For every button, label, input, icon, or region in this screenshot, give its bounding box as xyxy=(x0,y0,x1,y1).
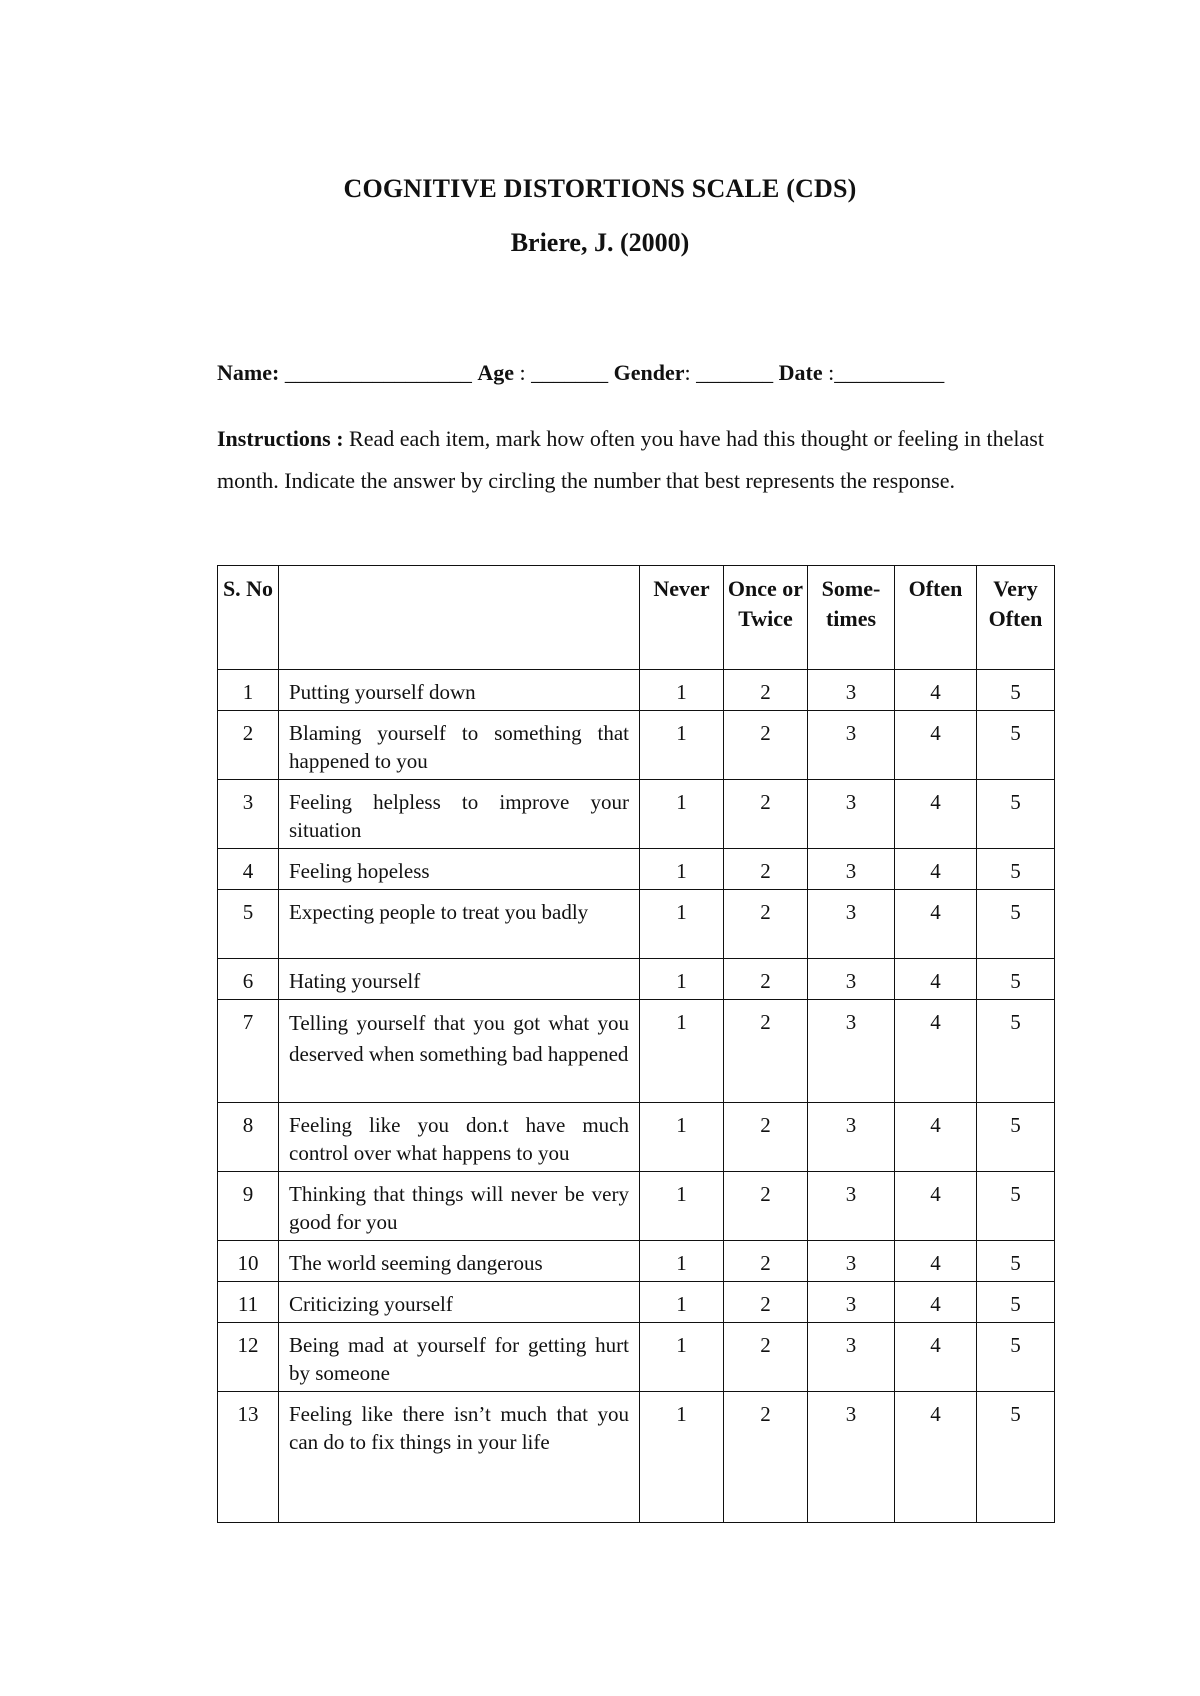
rating-once-or-twice[interactable]: 2 xyxy=(724,890,808,959)
rating-never[interactable]: 1 xyxy=(640,1103,724,1172)
instructions xyxy=(217,418,1044,502)
row-number: 2 xyxy=(218,711,279,780)
table-row xyxy=(218,711,1055,780)
rating-often[interactable]: 4 xyxy=(895,959,977,1000)
table-row xyxy=(218,1172,1055,1241)
gender-label: Gender xyxy=(613,360,685,385)
row-number: 6 xyxy=(218,959,279,1000)
row-number: 13 xyxy=(218,1392,279,1523)
row-item-text: Feeling like there isn’t much that you can do to fix things in your life xyxy=(279,1392,640,1523)
rating-often[interactable]: 4 xyxy=(895,1103,977,1172)
rating-very-often[interactable]: 5 xyxy=(977,1000,1055,1103)
rating-very-often[interactable]: 5 xyxy=(977,1323,1055,1392)
rating-often[interactable]: 4 xyxy=(895,1282,977,1323)
row-item-text: Blaming yourself to something that happened to you xyxy=(279,711,640,780)
rating-very-often[interactable]: 5 xyxy=(977,670,1055,711)
rating-sometimes[interactable]: 3 xyxy=(808,1323,895,1392)
row-item-text: Criticizing yourself xyxy=(279,1282,640,1323)
gender-blank[interactable]: : _______ xyxy=(684,360,779,385)
rating-very-often[interactable]: 5 xyxy=(977,849,1055,890)
row-item-text: Feeling helpless to improve your situation xyxy=(279,780,640,849)
row-item-text: Hating yourself xyxy=(279,959,640,1000)
table-row xyxy=(218,1392,1055,1523)
cds-table xyxy=(217,565,1055,1523)
rating-once-or-twice[interactable]: 2 xyxy=(724,1000,808,1103)
table-row xyxy=(218,1000,1055,1103)
rating-once-or-twice[interactable]: 2 xyxy=(724,1172,808,1241)
rating-sometimes[interactable]: 3 xyxy=(808,849,895,890)
row-number: 5 xyxy=(218,890,279,959)
row-item-text: Thinking that things will never be very good for you xyxy=(279,1172,640,1241)
row-number: 10 xyxy=(218,1241,279,1282)
rating-once-or-twice[interactable]: 2 xyxy=(724,1241,808,1282)
table-row xyxy=(218,890,1055,959)
table-row xyxy=(218,1103,1055,1172)
header-never: Never xyxy=(640,566,724,670)
header-item xyxy=(279,566,640,670)
table-row xyxy=(218,959,1055,1000)
row-item-text: Telling yourself that you got what you deserved when something bad happened xyxy=(279,1000,640,1103)
row-item-text: Expecting people to treat you badly xyxy=(279,890,640,959)
rating-sometimes[interactable]: 3 xyxy=(808,1172,895,1241)
row-number: 7 xyxy=(218,1000,279,1103)
rating-often[interactable]: 4 xyxy=(895,890,977,959)
rating-never[interactable]: 1 xyxy=(640,1392,724,1523)
rating-often[interactable]: 4 xyxy=(895,1323,977,1392)
table-row xyxy=(218,1241,1055,1282)
instructions-text: Read each item, mark how often you have had this thought or feeling in thelast month. Indicate the answer by circling the number that best represents the response. xyxy=(217,426,1044,493)
rating-often[interactable]: 4 xyxy=(895,1392,977,1523)
respondent-fields xyxy=(217,358,1047,388)
rating-once-or-twice[interactable]: 2 xyxy=(724,849,808,890)
rating-never[interactable]: 1 xyxy=(640,1323,724,1392)
instructions-label: Instructions : xyxy=(217,426,344,451)
rating-sometimes[interactable]: 3 xyxy=(808,1000,895,1103)
rating-once-or-twice[interactable]: 2 xyxy=(724,1282,808,1323)
table-row xyxy=(218,1282,1055,1323)
row-number: 8 xyxy=(218,1103,279,1172)
rating-never[interactable]: 1 xyxy=(640,959,724,1000)
row-number: 12 xyxy=(218,1323,279,1392)
row-item-text: Being mad at yourself for getting hurt by someone xyxy=(279,1323,640,1392)
name-label: Name: xyxy=(217,360,280,385)
rating-never[interactable]: 1 xyxy=(640,1000,724,1103)
table-header-row xyxy=(218,566,1055,670)
rating-very-often[interactable]: 5 xyxy=(977,1172,1055,1241)
rating-very-often[interactable]: 5 xyxy=(977,1241,1055,1282)
date-blank[interactable]: :__________ xyxy=(822,360,945,385)
row-number: 3 xyxy=(218,780,279,849)
rating-never[interactable]: 1 xyxy=(640,1172,724,1241)
rating-never[interactable]: 1 xyxy=(640,849,724,890)
rating-never[interactable]: 1 xyxy=(640,780,724,849)
rating-sometimes[interactable]: 3 xyxy=(808,1103,895,1172)
row-number: 11 xyxy=(218,1282,279,1323)
rating-never[interactable]: 1 xyxy=(640,1241,724,1282)
rating-very-often[interactable]: 5 xyxy=(977,1282,1055,1323)
rating-never[interactable]: 1 xyxy=(640,1282,724,1323)
row-number: 9 xyxy=(218,1172,279,1241)
table-row xyxy=(218,670,1055,711)
rating-sometimes[interactable]: 3 xyxy=(808,711,895,780)
rating-never[interactable]: 1 xyxy=(640,670,724,711)
rating-often[interactable]: 4 xyxy=(895,1172,977,1241)
rating-often[interactable]: 4 xyxy=(895,1241,977,1282)
age-blank[interactable]: : _______ xyxy=(513,360,614,385)
rating-often[interactable]: 4 xyxy=(895,711,977,780)
table-row xyxy=(218,849,1055,890)
rating-never[interactable]: 1 xyxy=(640,711,724,780)
row-item-text: The world seeming dangerous xyxy=(279,1241,640,1282)
rating-often[interactable]: 4 xyxy=(895,780,977,849)
rating-often[interactable]: 4 xyxy=(895,670,977,711)
rating-sometimes[interactable]: 3 xyxy=(808,670,895,711)
rating-very-often[interactable]: 5 xyxy=(977,711,1055,780)
row-item-text: Putting yourself down xyxy=(279,670,640,711)
row-item-text: Feeling like you don.t have much control over what happens to you xyxy=(279,1103,640,1172)
age-label: Age xyxy=(477,360,514,385)
rating-very-often[interactable]: 5 xyxy=(977,1103,1055,1172)
rating-very-often[interactable]: 5 xyxy=(977,780,1055,849)
rating-sometimes[interactable]: 3 xyxy=(808,1392,895,1523)
rating-often[interactable]: 4 xyxy=(895,1000,977,1103)
date-label: Date xyxy=(778,360,823,385)
rating-once-or-twice[interactable]: 2 xyxy=(724,711,808,780)
header-once-or-twice: Once or Twice xyxy=(724,566,808,670)
rating-once-or-twice[interactable]: 2 xyxy=(724,670,808,711)
rating-very-often[interactable]: 5 xyxy=(977,1392,1055,1523)
rating-once-or-twice[interactable]: 2 xyxy=(724,1392,808,1523)
rating-never[interactable]: 1 xyxy=(640,890,724,959)
rating-sometimes[interactable]: 3 xyxy=(808,959,895,1000)
rating-sometimes[interactable]: 3 xyxy=(808,780,895,849)
rating-once-or-twice[interactable]: 2 xyxy=(724,780,808,849)
rating-sometimes[interactable]: 3 xyxy=(808,1241,895,1282)
rating-often[interactable]: 4 xyxy=(895,849,977,890)
table-row xyxy=(218,1323,1055,1392)
rating-once-or-twice[interactable]: 2 xyxy=(724,959,808,1000)
row-item-text: Feeling hopeless xyxy=(279,849,640,890)
document-title: COGNITIVE DISTORTIONS SCALE (CDS) xyxy=(343,174,857,203)
header-often: Often xyxy=(895,566,977,670)
table-row xyxy=(218,780,1055,849)
document-citation: Briere, J. (2000) xyxy=(510,228,690,257)
header-sometimes: Some-times xyxy=(808,566,895,670)
name-blank[interactable]: _________________ xyxy=(279,360,478,385)
rating-sometimes[interactable]: 3 xyxy=(808,1282,895,1323)
row-number: 4 xyxy=(218,849,279,890)
rating-sometimes[interactable]: 3 xyxy=(808,890,895,959)
rating-very-often[interactable]: 5 xyxy=(977,959,1055,1000)
header-very-often: Very Often xyxy=(977,566,1055,670)
rating-once-or-twice[interactable]: 2 xyxy=(724,1103,808,1172)
rating-once-or-twice[interactable]: 2 xyxy=(724,1323,808,1392)
header-sno: S. No xyxy=(218,566,279,670)
row-number: 1 xyxy=(218,670,279,711)
rating-very-often[interactable]: 5 xyxy=(977,890,1055,959)
